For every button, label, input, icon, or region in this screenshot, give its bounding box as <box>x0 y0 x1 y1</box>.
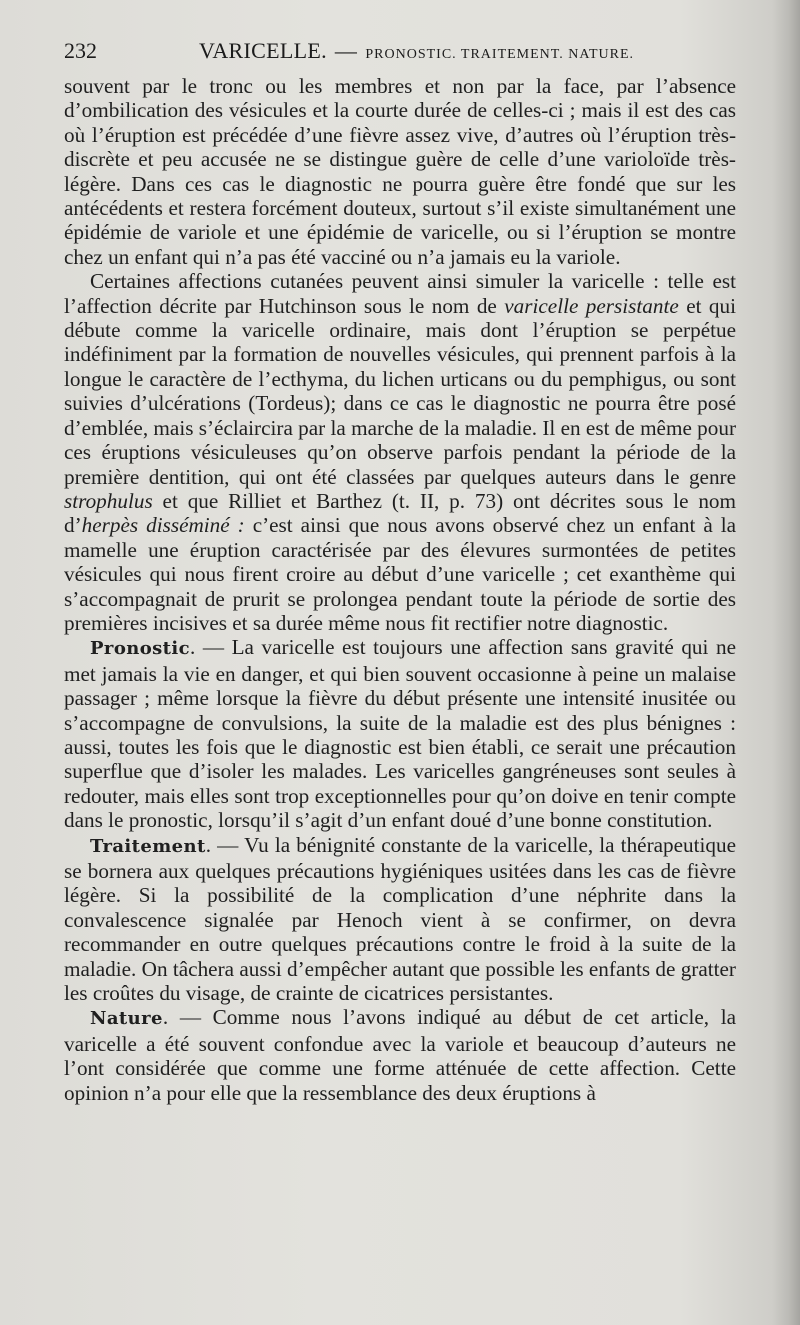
body-text <box>64 74 736 1105</box>
paragraph-diagnostic-continued: souvent par le tronc ou les membres et non par la face, par l’absence d’ombilication des vésicules et la courte durée de celles-ci ; mais il est des cas où l’éruption est précédée d’une fièvre assez vive, d’autres où l’éruption très-discrète et peu accusée ne se distingue guère de celle d’une varioloïde très-légère. Dans ces cas le diagnostic ne pourra guère être fondé que sur les antécédents et restera forcément douteux, surtout s’il existe simultanément une épidémie de variole et une épidémie de varicelle, ou si l’éruption se montre chez un enfant qui n’a pas été vacciné ou n’a jamais eu la variole. <box>64 74 736 269</box>
italic-term-varicelle-persistante: varicelle persistante <box>504 293 679 318</box>
paragraph-similar-affections <box>64 269 736 635</box>
text-run: . — La varicelle est toujours une affection sans gravité qui ne met jamais la vie en danger, et qui bien souvent occasionne à peine un malaise passager ; même lorsque la fièvre du début présente une intensité inusitée ou s’accompagne de convulsions, la suite de la maladie est des plus bénignes : aussi, toutes les fois que le diagnostic est bien établi, ce serait une précaution superflue que d’isoler les malades. Les varicelles gangréneuses sont seules à redouter, mais elles sont trop exceptionnelles pour qu’on doive en tenir compte dans le pronostic, lorsqu’il s’agit d’un enfant doué d’une bonne constitution. <box>64 635 736 833</box>
page-edge-shadow <box>772 0 800 1325</box>
page-number: 232 <box>64 38 97 63</box>
running-head <box>199 38 634 64</box>
text-run: . — Comme nous l’avons indiqué au début de cet article, la varicelle a été souvent confondue avec la variole et beaucoup d’auteurs ne l’ont considérée que comme une forme atténuée de cette affection. Cette opinion n’a pour elle que la ressemblance des deux éruptions à <box>64 1005 736 1105</box>
italic-term-herpes-dissemine: herpès disséminé : <box>81 513 245 538</box>
running-header <box>64 38 736 72</box>
text-run: . — Vu la bénignité constante de la varicelle, la thérapeutique se bornera aux quelques précautions hygiéniques usitées dans les cas de fièvre légère. Si la possibilité de la complication d’une néphrite dans la convalescence signalée par Henoch vient à se confirmer, on devra recommander en outre quelques précautions contre le froid à la suite de la maladie. On tâchera aussi d’empêcher autant que possible les enfants de gratter les croûtes du visage, de crainte de cicatrices persistantes. <box>64 832 736 1006</box>
text-run: et qui débute comme la varicelle ordinaire, mais dont l’éruption se perpétue indéfiniment par la formation de nouvelles vésicules, qui prennent parfois à la longue le caractère de l’ecthyma, du lichen urticans ou du pemphigus, ou sont suivies d’ulcérations (Tordeus); dans ce cas le diagnostic ne pourra être posé d’emblée, mais s’éclaircira par la marche de la maladie. Il en est de même pour ces éruptions vésiculeuses qu’on observe parfois pendant la période de la première dentition, qui ont été classées par quelques auteurs dans le genre <box>64 293 736 489</box>
text-run: c’est ainsi que nous avons observé chez un enfant à la mamelle une éruption caractérisée par des élevures surmontées de petites vésicules qui nous firent croire au début d’une varicelle ; cet exanthème qui s’accompagnait de prurit se prolongea pendant toute la période de sortie des premières incisives et sa durée même nous fit rectifier notre diagnostic. <box>64 513 737 635</box>
text-run: et que Rilliet et Barthez (t. II, p. 73) ont décrites sous le nom d’ <box>64 488 736 538</box>
section-heading-nature: Nature <box>90 1008 163 1030</box>
running-head-title: VARICELLE. <box>199 38 327 63</box>
paragraph-traitement <box>64 833 736 1006</box>
section-heading-pronostic: Pronostic <box>90 638 190 660</box>
paragraph-pronostic <box>64 635 736 832</box>
paragraph-nature <box>64 1005 736 1105</box>
section-heading-traitement: Traitement <box>90 835 206 857</box>
text-run: Certaines affections cutanées peuvent ainsi simuler la varicelle : telle est l’affection décrite par Hutchinson sous le nom de <box>64 269 736 318</box>
running-head-dash: — <box>334 38 358 63</box>
running-head-subtitle: PRONOSTIC. TRAITEMENT. NATURE. <box>365 47 635 62</box>
italic-term-strophulus: strophulus <box>64 488 153 513</box>
